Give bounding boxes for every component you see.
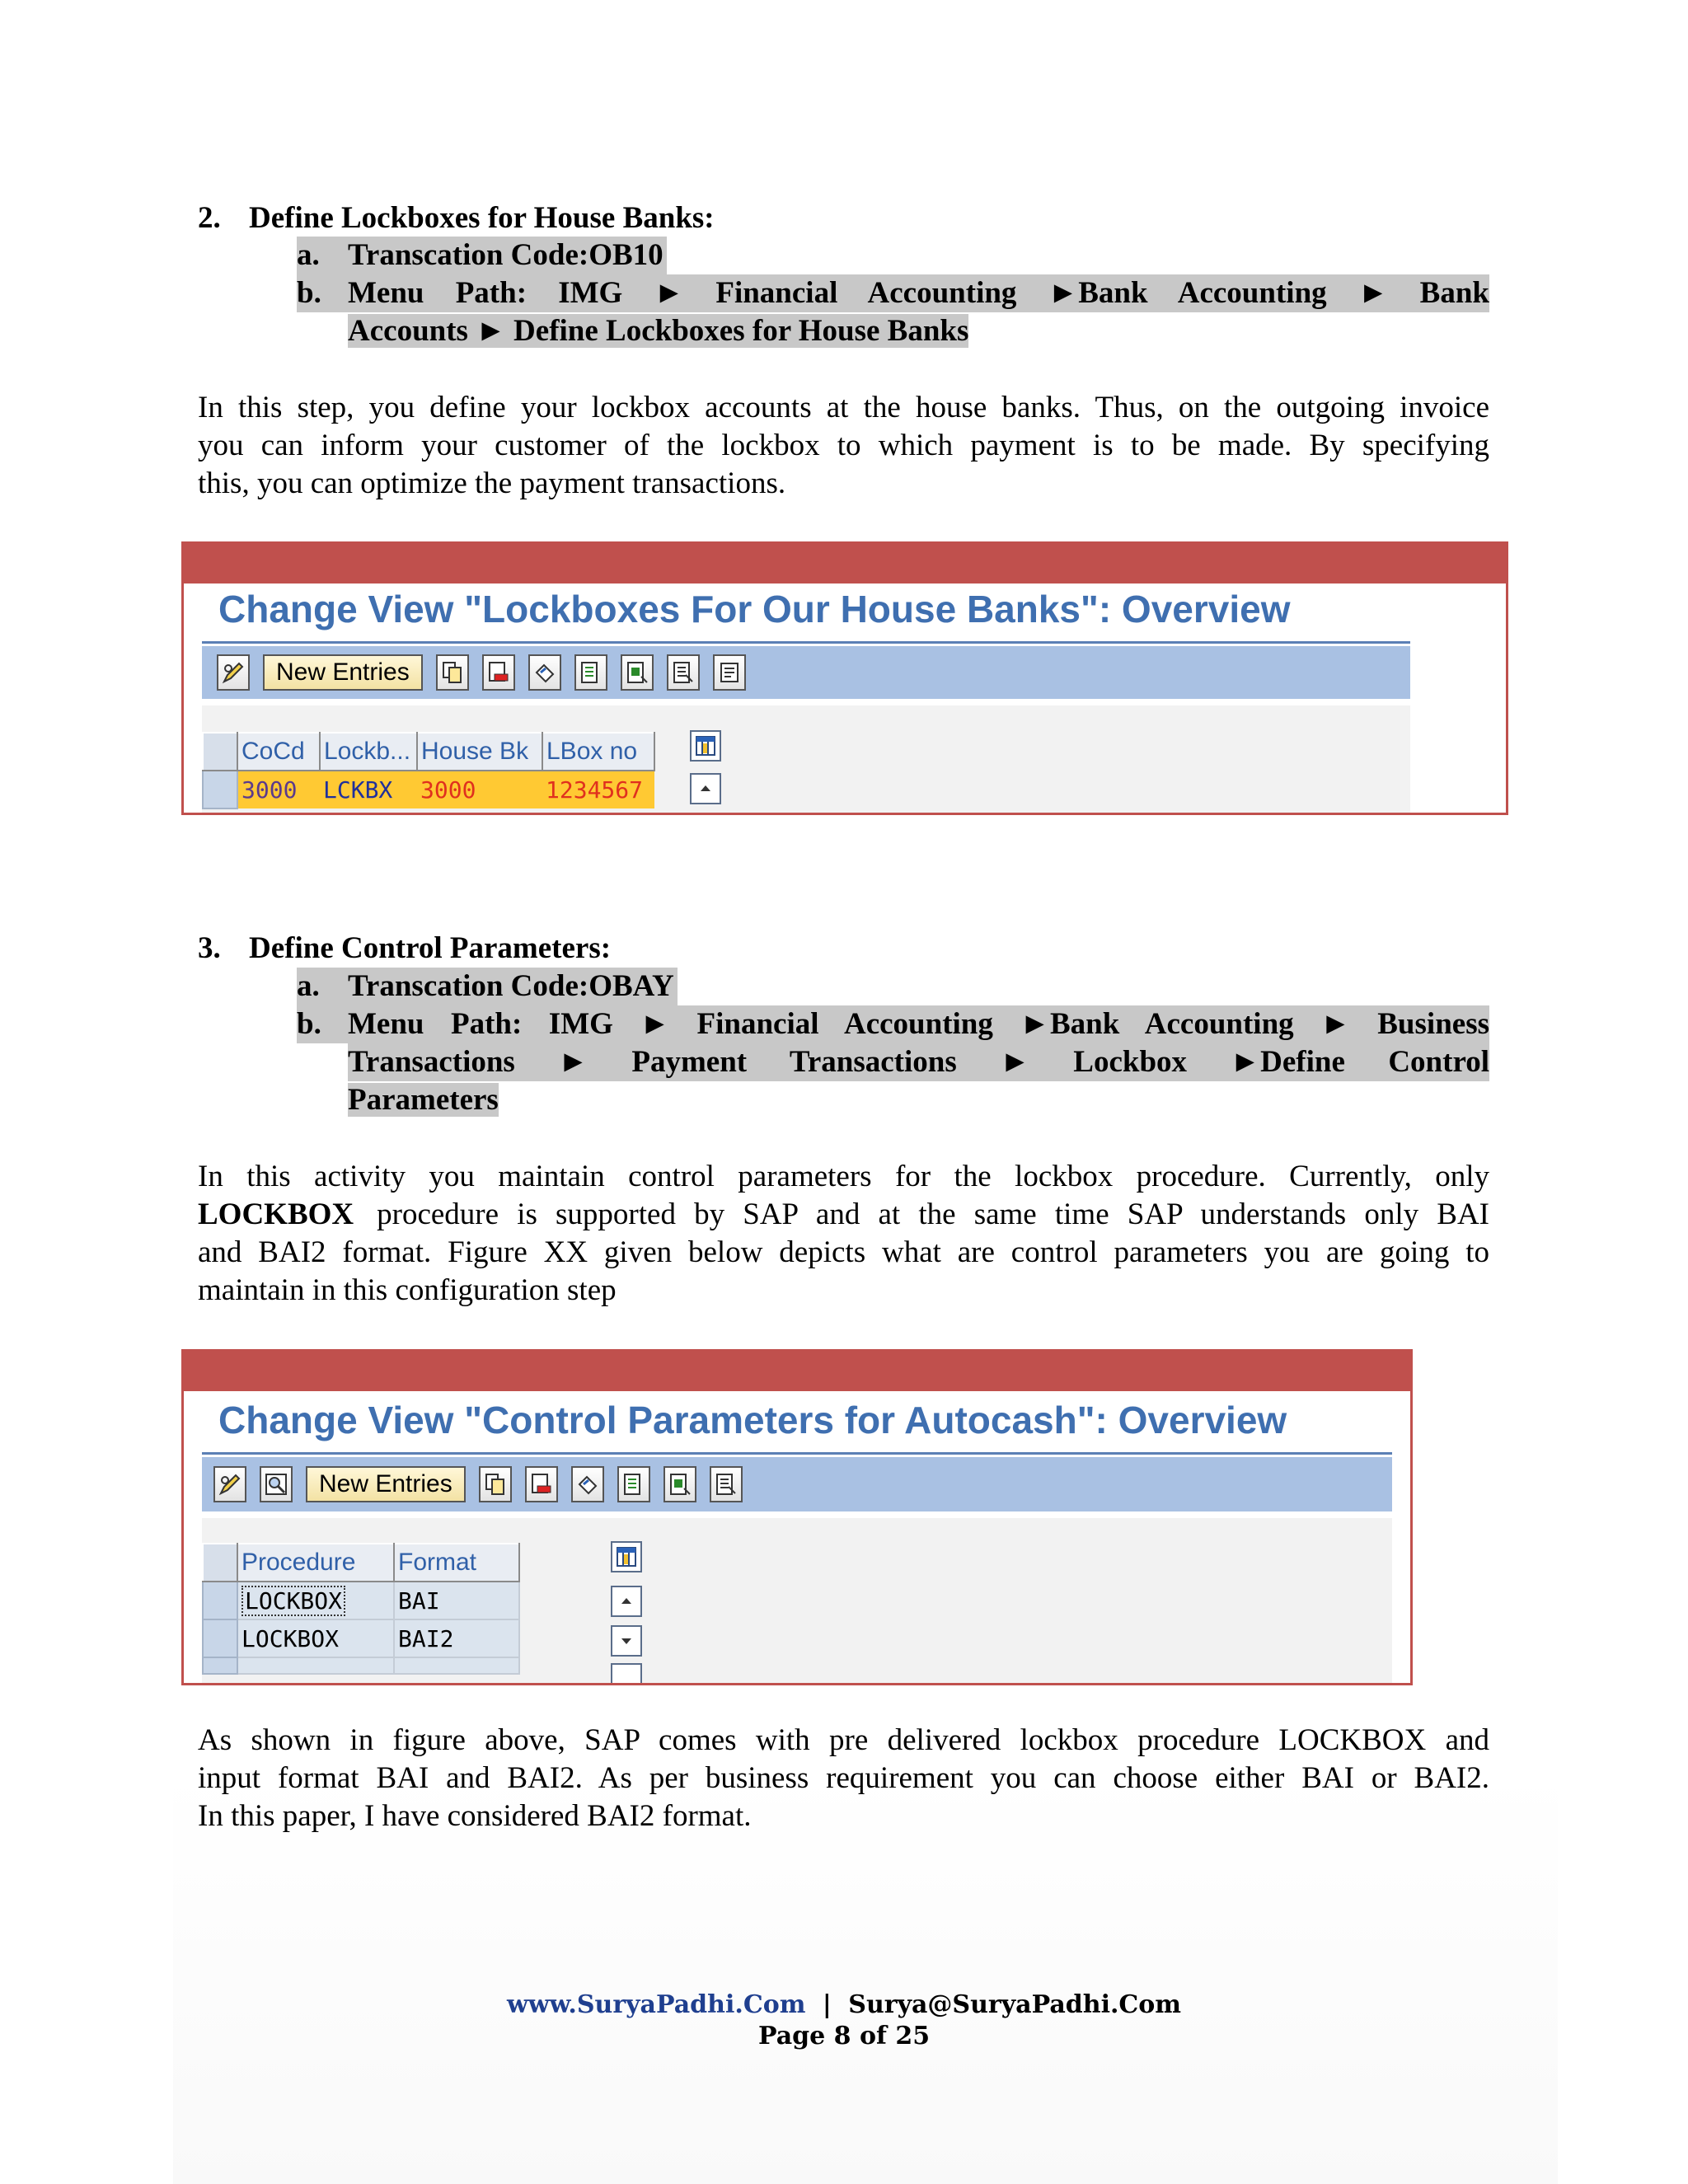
scrollbar-track[interactable] bbox=[611, 1663, 642, 1683]
sap-screenshot-lockboxes bbox=[181, 541, 1508, 815]
sap-screen-title: Change View "Lockboxes For Our House Banks": Overview bbox=[218, 588, 1291, 630]
paragraph-line: you can inform your customer of the lockbox to which payment is to be made. By specifying bbox=[198, 429, 1489, 462]
scroll-up-button[interactable] bbox=[611, 1586, 642, 1617]
select-all-icon bbox=[621, 1472, 646, 1497]
paragraph-line: and BAI2 format. Figure XX given below depicts what are control parameters you are going to bbox=[198, 1235, 1489, 1269]
table-row[interactable] bbox=[203, 1619, 519, 1657]
application-toolbar bbox=[202, 1457, 1392, 1511]
paragraph-line: In this activity you maintain control parameters for the lockbox procedure. Currently, only bbox=[198, 1160, 1489, 1193]
column-header-lbox-no[interactable]: LBox no bbox=[542, 733, 654, 771]
section-3-item-a bbox=[297, 968, 1489, 1005]
cell-procedure[interactable]: LOCKBOX bbox=[237, 1619, 394, 1657]
item-a-marker: a. bbox=[297, 969, 320, 1003]
select-all-button[interactable] bbox=[574, 654, 607, 691]
row-selector-header[interactable] bbox=[203, 733, 237, 771]
item-b-marker: b. bbox=[297, 276, 321, 310]
other-view-button[interactable] bbox=[260, 1466, 293, 1502]
cell-format-empty[interactable] bbox=[394, 1657, 519, 1674]
delete-icon bbox=[529, 1472, 554, 1497]
item-a-marker: a. bbox=[297, 238, 320, 272]
display-change-button[interactable] bbox=[217, 654, 250, 691]
frame-top-bar bbox=[184, 1352, 1410, 1391]
select-block-button[interactable] bbox=[621, 654, 654, 691]
transaction-code-obay: Transcation Code:OBAY bbox=[348, 969, 674, 1003]
deselect-all-button[interactable] bbox=[667, 654, 700, 691]
sap-screen-title: Change View "Control Parameters for Autocash": Overview bbox=[218, 1399, 1287, 1441]
print-button[interactable] bbox=[713, 654, 746, 691]
item-b-marker: b. bbox=[297, 1007, 321, 1041]
column-header-lockbox[interactable]: Lockb... bbox=[320, 733, 417, 771]
table-settings-icon bbox=[695, 735, 716, 757]
delete-icon bbox=[486, 660, 511, 685]
title-underline bbox=[202, 1452, 1392, 1455]
arrow-up-icon bbox=[618, 1593, 635, 1610]
paragraph-line: this, you can optimize the payment transactions. bbox=[198, 466, 786, 500]
copy-icon bbox=[440, 660, 465, 685]
select-block-icon bbox=[668, 1472, 692, 1497]
section-3-number: 3. bbox=[198, 931, 221, 965]
row-selector[interactable] bbox=[203, 771, 237, 808]
cell-procedure[interactable] bbox=[237, 1582, 394, 1619]
document-icon bbox=[717, 660, 742, 685]
section-2-item-b bbox=[297, 274, 1489, 350]
undo-change-button[interactable] bbox=[528, 654, 561, 691]
section-3-title: Define Control Parameters: bbox=[249, 931, 612, 965]
paragraph-line: input format BAI and BAI2. As per business requirement you can choose either BAI or BAI2. bbox=[198, 1761, 1489, 1795]
scroll-down-button[interactable] bbox=[611, 1625, 642, 1657]
page-number: Page 8 of 25 bbox=[757, 2022, 931, 2050]
transaction-code-ob10: Transcation Code:OB10 bbox=[348, 238, 663, 272]
table-header-row bbox=[203, 1544, 519, 1582]
title-underline bbox=[202, 641, 1410, 644]
new-entries-button[interactable]: New Entries bbox=[306, 1466, 466, 1502]
copy-as-button[interactable] bbox=[436, 654, 469, 691]
footer-separator: | bbox=[822, 1990, 832, 2019]
column-header-cocd[interactable]: CoCd bbox=[237, 733, 320, 771]
paragraph-line: In this step, you define your lockbox accounts at the house banks. Thus, on the outgoing invoice bbox=[198, 391, 1489, 424]
deselect-all-icon bbox=[714, 1472, 738, 1497]
cell-lockbox[interactable]: LCKBX bbox=[320, 771, 417, 808]
select-all-icon bbox=[579, 660, 603, 685]
deselect-all-icon bbox=[671, 660, 696, 685]
column-header-format[interactable]: Format bbox=[394, 1544, 519, 1582]
table-settings-button[interactable] bbox=[690, 730, 721, 762]
focused-cell-text: LOCKBOX bbox=[241, 1586, 345, 1616]
table-settings-button[interactable] bbox=[611, 1541, 642, 1572]
copy-icon bbox=[483, 1472, 508, 1497]
copy-as-button[interactable] bbox=[479, 1466, 512, 1502]
control-parameters-table bbox=[202, 1543, 520, 1675]
select-all-button[interactable] bbox=[617, 1466, 650, 1502]
menu-path-line-2: Accounts ► Define Lockboxes for House Banks bbox=[348, 314, 969, 348]
undo-change-button[interactable] bbox=[571, 1466, 604, 1502]
menu-path-line-3: Parameters bbox=[348, 1083, 499, 1117]
paragraph-line-rest: procedure is supported by SAP and at the same time SAP understands only BAI bbox=[377, 1197, 1489, 1231]
section-3-paragraph bbox=[198, 1158, 1489, 1310]
delete-button[interactable] bbox=[482, 654, 515, 691]
table-settings-icon bbox=[616, 1546, 637, 1568]
cell-format[interactable]: BAI bbox=[394, 1582, 519, 1619]
table-row-empty[interactable] bbox=[203, 1657, 519, 1674]
lockbox-bold-term: LOCKBOX bbox=[198, 1197, 354, 1231]
website-link[interactable]: www.SuryaPadhi.Com bbox=[506, 1990, 806, 2019]
arrow-up-icon bbox=[697, 780, 714, 797]
footer-contact bbox=[0, 1990, 1688, 2019]
column-header-procedure[interactable]: Procedure bbox=[237, 1544, 394, 1582]
paragraph-line: In this paper, I have considered BAI2 format. bbox=[198, 1799, 752, 1833]
menu-path-line-1: Menu Path: IMG ► Financial Accounting ►Bank Accounting ► Business bbox=[348, 1007, 1489, 1041]
cell-lbox-no[interactable]: 1234567 bbox=[542, 771, 654, 808]
cell-house-bank[interactable]: 3000 bbox=[417, 771, 542, 808]
application-toolbar bbox=[202, 646, 1410, 699]
menu-path-line-2: Transactions ► Payment Transactions ► Lockbox ►Define Control bbox=[348, 1043, 1489, 1081]
menu-path-line-1: Menu Path: IMG ► Financial Accounting ►Bank Accounting ► Bank bbox=[348, 276, 1489, 310]
section-3-item-b bbox=[297, 1005, 1489, 1119]
row-selector-header[interactable] bbox=[203, 1544, 237, 1582]
deselect-all-button[interactable] bbox=[710, 1466, 743, 1502]
table-header-row bbox=[203, 733, 654, 771]
table-row[interactable] bbox=[203, 1582, 519, 1619]
row-selector[interactable] bbox=[203, 1619, 237, 1657]
section-2-item-a bbox=[297, 237, 1489, 274]
select-block-icon bbox=[625, 660, 649, 685]
lockbox-table bbox=[202, 732, 655, 809]
pencil-glasses-icon bbox=[218, 1472, 242, 1497]
display-change-button[interactable] bbox=[213, 1466, 246, 1502]
delete-button[interactable] bbox=[525, 1466, 558, 1502]
section-2-number: 2. bbox=[198, 201, 221, 235]
paragraph-line: As shown in figure above, SAP comes with pre delivered lockbox procedure LOCKBOX and bbox=[198, 1723, 1489, 1757]
undo-icon bbox=[532, 660, 557, 685]
select-block-button[interactable] bbox=[663, 1466, 696, 1502]
row-selector[interactable] bbox=[203, 1582, 237, 1619]
section-2-heading bbox=[198, 200, 715, 236]
pencil-glasses-icon bbox=[221, 660, 246, 685]
section-3-heading bbox=[198, 930, 611, 966]
paragraph-line: maintain in this configuration step bbox=[198, 1273, 617, 1307]
sap-screenshot-control-parameters bbox=[181, 1349, 1413, 1685]
email-link[interactable]: Surya@SuryaPadhi.Com bbox=[848, 1990, 1182, 2019]
cell-format[interactable]: BAI2 bbox=[394, 1619, 519, 1657]
section-2-title: Define Lockboxes for House Banks: bbox=[249, 201, 715, 235]
paragraph-line bbox=[198, 1196, 1489, 1234]
arrow-down-icon bbox=[618, 1633, 635, 1649]
table-row[interactable] bbox=[203, 771, 654, 808]
cell-procedure-empty[interactable] bbox=[237, 1657, 394, 1674]
frame-top-bar bbox=[184, 544, 1506, 583]
section-2-paragraph bbox=[198, 389, 1489, 503]
column-header-house-bank[interactable]: House Bk bbox=[417, 733, 542, 771]
magnifier-icon bbox=[264, 1472, 288, 1497]
new-entries-button[interactable]: New Entries bbox=[263, 654, 423, 691]
undo-icon bbox=[575, 1472, 600, 1497]
row-selector[interactable] bbox=[203, 1657, 237, 1674]
scroll-up-button[interactable] bbox=[690, 773, 721, 804]
cell-cocd[interactable]: 3000 bbox=[237, 771, 320, 808]
closing-paragraph bbox=[198, 1722, 1489, 1835]
